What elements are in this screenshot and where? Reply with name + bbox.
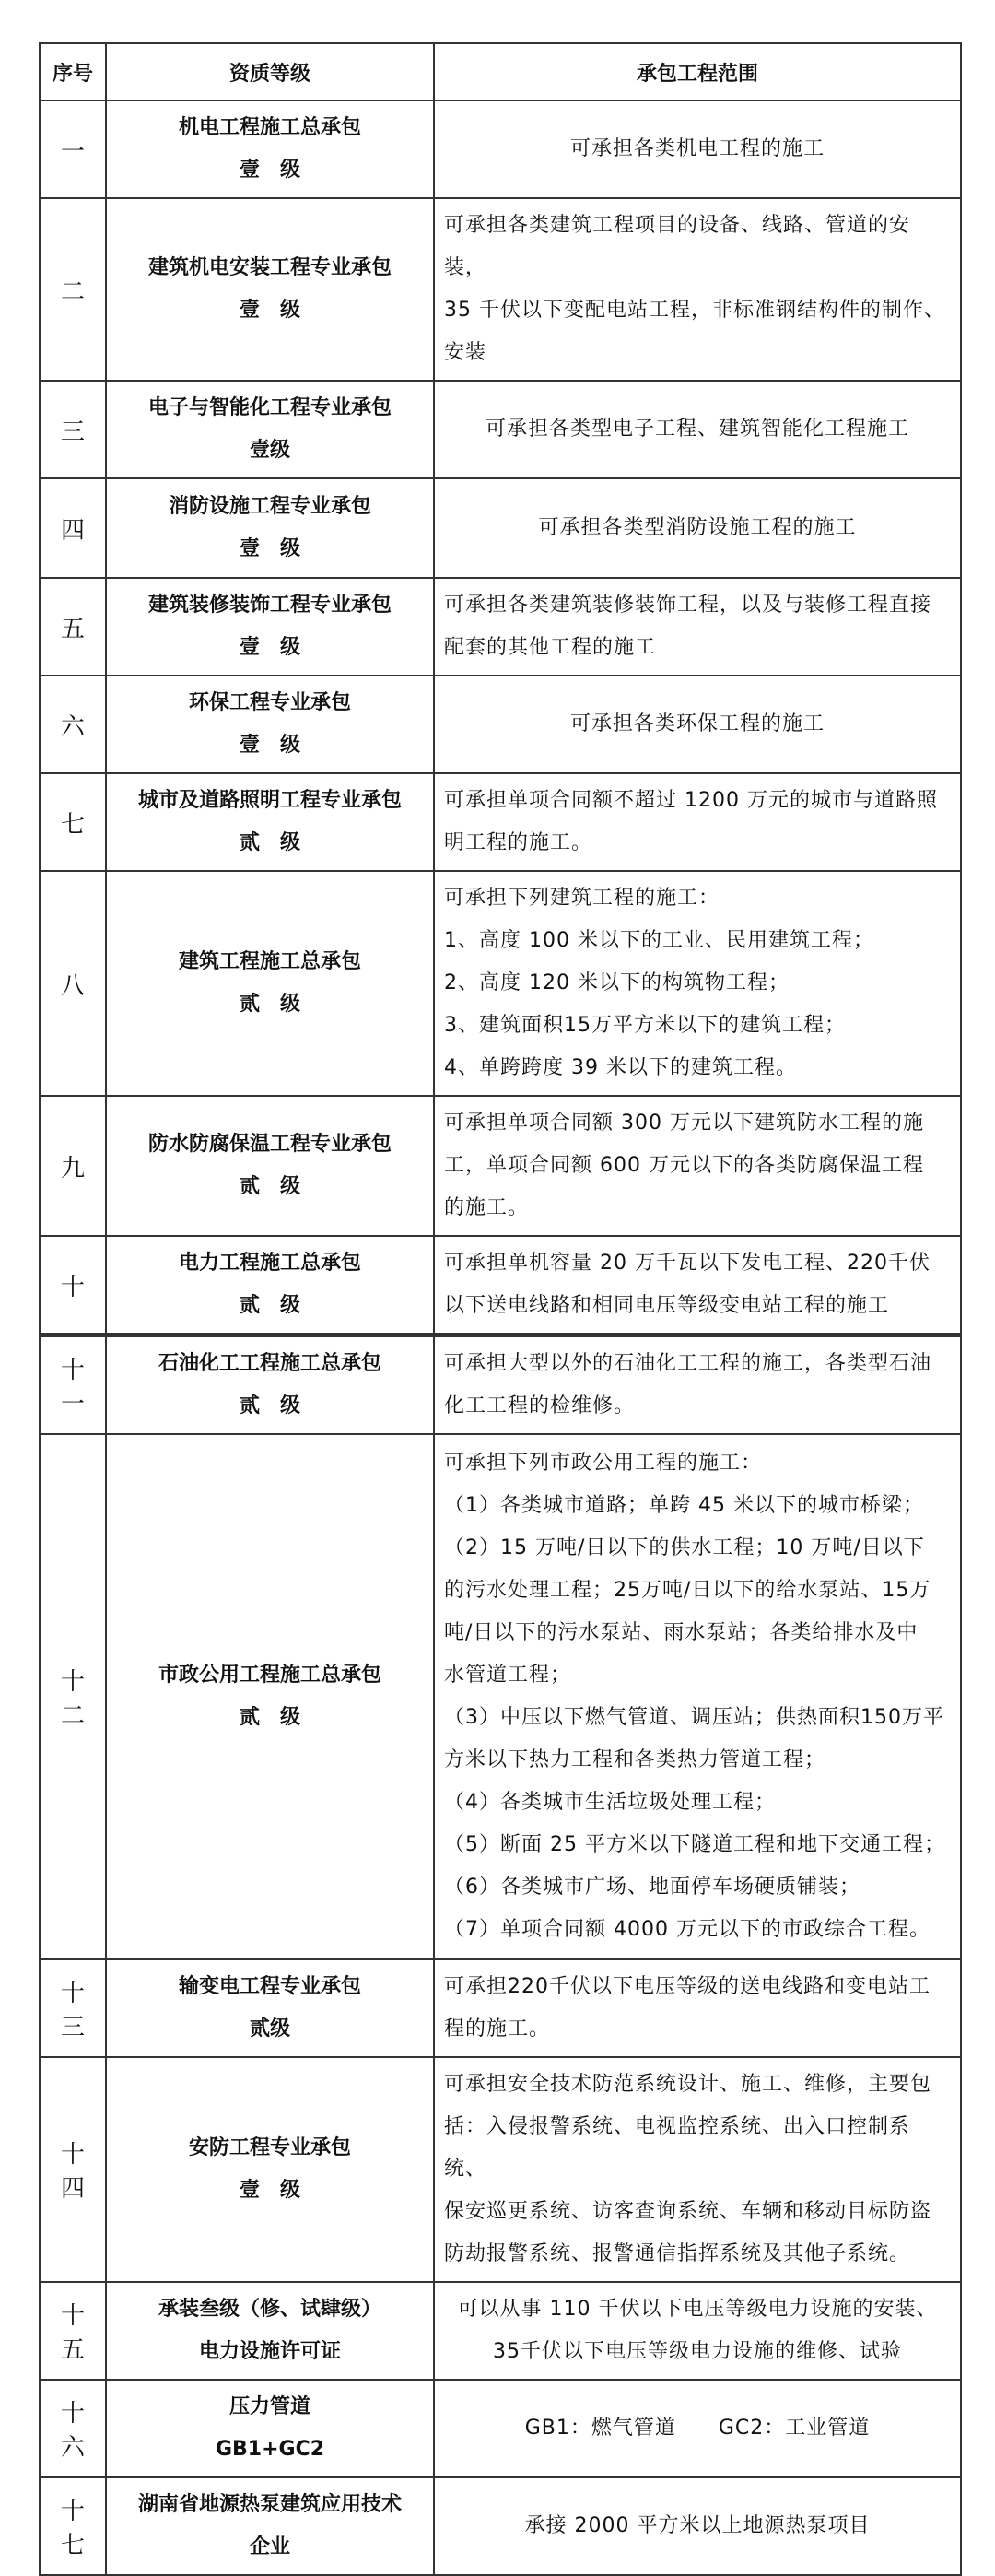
qualification-level-line: 贰 级 <box>239 831 300 854</box>
header-level: 资质等级 <box>106 43 434 100</box>
qualification-level <box>106 2282 434 2380</box>
qualification-level-line: 壹 级 <box>239 159 300 182</box>
contract-scope-line: 化工工程的检维修。 <box>444 1394 636 1417</box>
qualification-level-line: 建筑工程施工总承包 <box>178 950 361 973</box>
row-number: 十二 <box>40 1434 106 1959</box>
qualification-level <box>106 2477 434 2575</box>
contract-scope-line: 35 千伏以下变配电站工程，非标准钢结构件的制作、 <box>444 299 945 322</box>
table-row <box>40 1096 961 1236</box>
contract-scope-line: 方米以下热力工程和各类热力管道工程； <box>444 1748 826 1771</box>
qualification-level <box>106 1959 434 2057</box>
header-scope: 承包工程范围 <box>434 43 961 100</box>
row-number: 六 <box>40 676 106 773</box>
qualification-level-line: 壹 级 <box>239 636 300 659</box>
row-number: 五 <box>40 578 106 676</box>
contract-scope-line: 可承担各类建筑装修装饰工程，以及与装修工程直接 <box>444 594 932 617</box>
table-header-row <box>40 43 961 100</box>
contract-scope <box>434 1236 961 1335</box>
qualification-level-line: 压力管道 <box>228 2395 310 2418</box>
contract-scope-line: 工，单项合同额 600 万元以下的各类防腐保温工程 <box>444 1154 924 1177</box>
row-number: 十七 <box>40 2477 106 2575</box>
qualification-level-line: 环保工程专业承包 <box>188 691 351 714</box>
contract-scope-line: 保安巡更系统、访客查询系统、车辆和移动目标防盗 <box>444 2200 932 2223</box>
qualification-level-line: 建筑机电安装工程专业承包 <box>147 256 392 279</box>
header-no: 序号 <box>40 43 106 100</box>
table-row <box>40 871 961 1096</box>
contract-scope-line: 3、建筑面积15万平方米以下的建筑工程； <box>444 1014 846 1037</box>
contract-scope-line: 可承担单项合同额 300 万元以下建筑防水工程的施 <box>444 1112 924 1135</box>
contract-scope-line: （1）各类城市道路；单跨 45 米以下的城市桥梁； <box>444 1494 924 1517</box>
table-row <box>40 198 961 381</box>
table-row <box>40 2380 961 2477</box>
contract-scope <box>434 2380 961 2477</box>
qualification-level-line: 城市及道路照明工程专业承包 <box>137 789 402 812</box>
contract-scope <box>434 2477 961 2575</box>
contract-scope <box>434 578 961 676</box>
contract-scope-line: （4）各类城市生活垃圾处理工程； <box>444 1791 776 1814</box>
contract-scope-line: 35千伏以下电压等级电力设施的维修、试验 <box>493 2340 902 2363</box>
table-row <box>40 1434 961 1959</box>
contract-scope-line: 1、高度 100 米以下的工业、民用建筑工程； <box>444 929 874 952</box>
contract-scope-line: 可承担安全技术防范系统设计、施工、维修，主要包 <box>444 2073 932 2096</box>
contract-scope-line: 可承担各类环保工程的施工 <box>569 712 825 735</box>
table-row <box>40 2477 961 2575</box>
qualification-level <box>106 198 434 381</box>
qualification-level-line: 壹 级 <box>239 299 300 322</box>
row-number: 一 <box>40 100 106 198</box>
contract-scope-line: 防劫报警系统、报警通信指挥系统及其他子系统。 <box>444 2242 911 2265</box>
contract-scope <box>434 773 961 871</box>
qualification-table <box>39 42 962 2576</box>
row-number: 七 <box>40 773 106 871</box>
contract-scope <box>434 676 961 773</box>
table-row <box>40 1959 961 2057</box>
qualification-level-line: 电子与智能化工程专业承包 <box>147 396 392 419</box>
qualification-level <box>106 871 434 1096</box>
row-number: 十四 <box>40 2057 106 2282</box>
qualification-level-line: 贰 级 <box>239 1294 300 1317</box>
contract-scope-line: 水管道工程； <box>444 1664 572 1687</box>
contract-scope <box>434 2282 961 2380</box>
table-row <box>40 676 961 773</box>
table-row <box>40 100 961 198</box>
qualification-level <box>106 1236 434 1335</box>
row-number: 十三 <box>40 1959 106 2057</box>
contract-scope-line: 4、单跨跨度 39 米以下的建筑工程。 <box>444 1056 797 1079</box>
contract-scope-line: 可承担各类型消防设施工程的施工 <box>538 516 857 539</box>
qualification-level-line: 壹级 <box>249 439 290 462</box>
qualification-level <box>106 381 434 478</box>
qualification-level-line: 石油化工工程施工总承包 <box>158 1352 381 1375</box>
qualification-level-line: 湖南省地源热泵建筑应用技术 <box>137 2493 402 2516</box>
row-number: 十 <box>40 1236 106 1335</box>
contract-scope-line: 可承担各类型电子工程、建筑智能化工程施工 <box>485 418 909 441</box>
row-number: 八 <box>40 871 106 1096</box>
contract-scope-line: 可承担下列市政公用工程的施工： <box>444 1452 763 1475</box>
contract-scope <box>434 1096 961 1236</box>
contract-scope <box>434 1434 961 1959</box>
qualification-level-line: 企业 <box>249 2535 290 2558</box>
contract-scope-line: 可承担各类建筑工程项目的设备、线路、管道的安装， <box>444 214 911 279</box>
qualification-level <box>106 100 434 198</box>
contract-scope-line: GB1：燃气管道 GC2：工业管道 <box>524 2417 871 2440</box>
qualification-level <box>106 2057 434 2282</box>
qualification-level <box>106 773 434 871</box>
qualification-level-line: 贰 级 <box>239 993 300 1016</box>
qualification-level-line: 机电工程施工总承包 <box>178 116 361 139</box>
contract-scope-line: 2、高度 120 米以下的构筑物工程； <box>444 971 790 994</box>
qualification-level-line: 贰 级 <box>239 1706 300 1729</box>
qualification-level <box>106 1434 434 1959</box>
qualification-level-line: 贰级 <box>249 2017 290 2041</box>
contract-scope-line: 可承担大型以外的石油化工工程的施工，各类型石油 <box>444 1352 932 1375</box>
row-number: 四 <box>40 478 106 578</box>
qualification-level-line: 壹 级 <box>239 2179 300 2202</box>
qualification-table-wrapper <box>39 42 960 2576</box>
qualification-level-line: 电力工程施工总承包 <box>178 1252 361 1275</box>
qualification-level-line: 防水防腐保温工程专业承包 <box>147 1133 392 1156</box>
row-number: 十五 <box>40 2282 106 2380</box>
contract-scope-line: 以下送电线路和相同电压等级变电站工程的施工 <box>444 1294 890 1317</box>
qualification-level-line: 承装叁级（修、试肆级） <box>158 2298 381 2321</box>
contract-scope-line: 安装 <box>444 341 487 364</box>
qualification-level <box>106 2380 434 2477</box>
contract-scope <box>434 1335 961 1435</box>
qualification-level-line: 市政公用工程施工总承包 <box>158 1664 381 1687</box>
contract-scope-line: 可承担220千伏以下电压等级的送电线路和变电站工 <box>444 1975 931 1998</box>
contract-scope <box>434 198 961 381</box>
contract-scope <box>434 100 961 198</box>
qualification-level-line: 安防工程专业承包 <box>188 2136 351 2159</box>
row-number: 九 <box>40 1096 106 1236</box>
qualification-level-line: 贰 级 <box>239 1394 300 1417</box>
contract-scope-line: 承接 2000 平方米以上地源热泵项目 <box>524 2514 871 2537</box>
qualification-level-line: 建筑装修装饰工程专业承包 <box>147 594 392 617</box>
qualification-level <box>106 1096 434 1236</box>
row-number: 十一 <box>40 1335 106 1435</box>
contract-scope-line: 可承担各类机电工程的施工 <box>569 137 825 160</box>
row-number: 十六 <box>40 2380 106 2477</box>
contract-scope-line: （3）中压以下燃气管道、调压站；供热面积150万平 <box>444 1706 944 1729</box>
table-row <box>40 381 961 478</box>
table-row <box>40 1236 961 1335</box>
qualification-level-line: GB1+GC2 <box>215 2438 325 2461</box>
table-row <box>40 578 961 676</box>
qualification-level-line: 输变电工程专业承包 <box>178 1975 361 1998</box>
table-body <box>40 100 961 2575</box>
table-row <box>40 478 961 578</box>
contract-scope <box>434 381 961 478</box>
table-row <box>40 773 961 871</box>
qualification-level <box>106 1335 434 1435</box>
qualification-level <box>106 578 434 676</box>
qualification-level-line: 电力设施许可证 <box>198 2340 341 2363</box>
contract-scope-line: （6）各类城市广场、地面停车场硬质铺装； <box>444 1876 860 1899</box>
contract-scope-line: 配套的其他工程的施工 <box>444 636 657 659</box>
qualification-level <box>106 478 434 578</box>
contract-scope-line: 括：入侵报警系统、电视监控系统、出入口控制系统、 <box>444 2115 911 2181</box>
table-row <box>40 2057 961 2282</box>
qualification-level <box>106 676 434 773</box>
contract-scope <box>434 2057 961 2282</box>
qualification-level-line: 消防设施工程专业承包 <box>168 495 371 518</box>
contract-scope-line: 吨/日以下的污水泵站、雨水泵站；各类给排水及中 <box>444 1621 919 1644</box>
contract-scope-line: 可承担下列建筑工程的施工： <box>444 887 720 910</box>
row-number: 三 <box>40 381 106 478</box>
contract-scope-line: 可承担单项合同额不超过 1200 万元的城市与道路照 <box>444 789 938 812</box>
qualification-level-line: 贰 级 <box>239 1175 300 1198</box>
contract-scope-line: 程的施工。 <box>444 2017 551 2041</box>
contract-scope-line: 可承担单机容量 20 万千瓦以下发电工程、220千伏 <box>444 1252 931 1275</box>
qualification-level-line: 壹 级 <box>239 537 300 560</box>
contract-scope-line: 的污水处理工程；25万吨/日以下的给水泵站、15万 <box>444 1579 931 1602</box>
table-row <box>40 2282 961 2380</box>
contract-scope-line: 可以从事 110 千伏以下电压等级电力设施的安装、 <box>457 2298 938 2321</box>
contract-scope-line: （2）15 万吨/日以下的供水工程；10 万吨/日以下 <box>444 1536 925 1559</box>
contract-scope-line: 的施工。 <box>444 1196 530 1219</box>
contract-scope <box>434 478 961 578</box>
contract-scope-line: 明工程的施工。 <box>444 831 593 854</box>
row-number: 二 <box>40 198 106 381</box>
contract-scope-line: （5）断面 25 平方米以下隧道工程和地下交通工程； <box>444 1833 945 1856</box>
contract-scope-line: （7）单项合同额 4000 万元以下的市政综合工程。 <box>444 1918 931 1941</box>
contract-scope <box>434 871 961 1096</box>
table-row <box>40 1335 961 1435</box>
contract-scope <box>434 1959 961 2057</box>
qualification-level-line: 壹 级 <box>239 734 300 757</box>
